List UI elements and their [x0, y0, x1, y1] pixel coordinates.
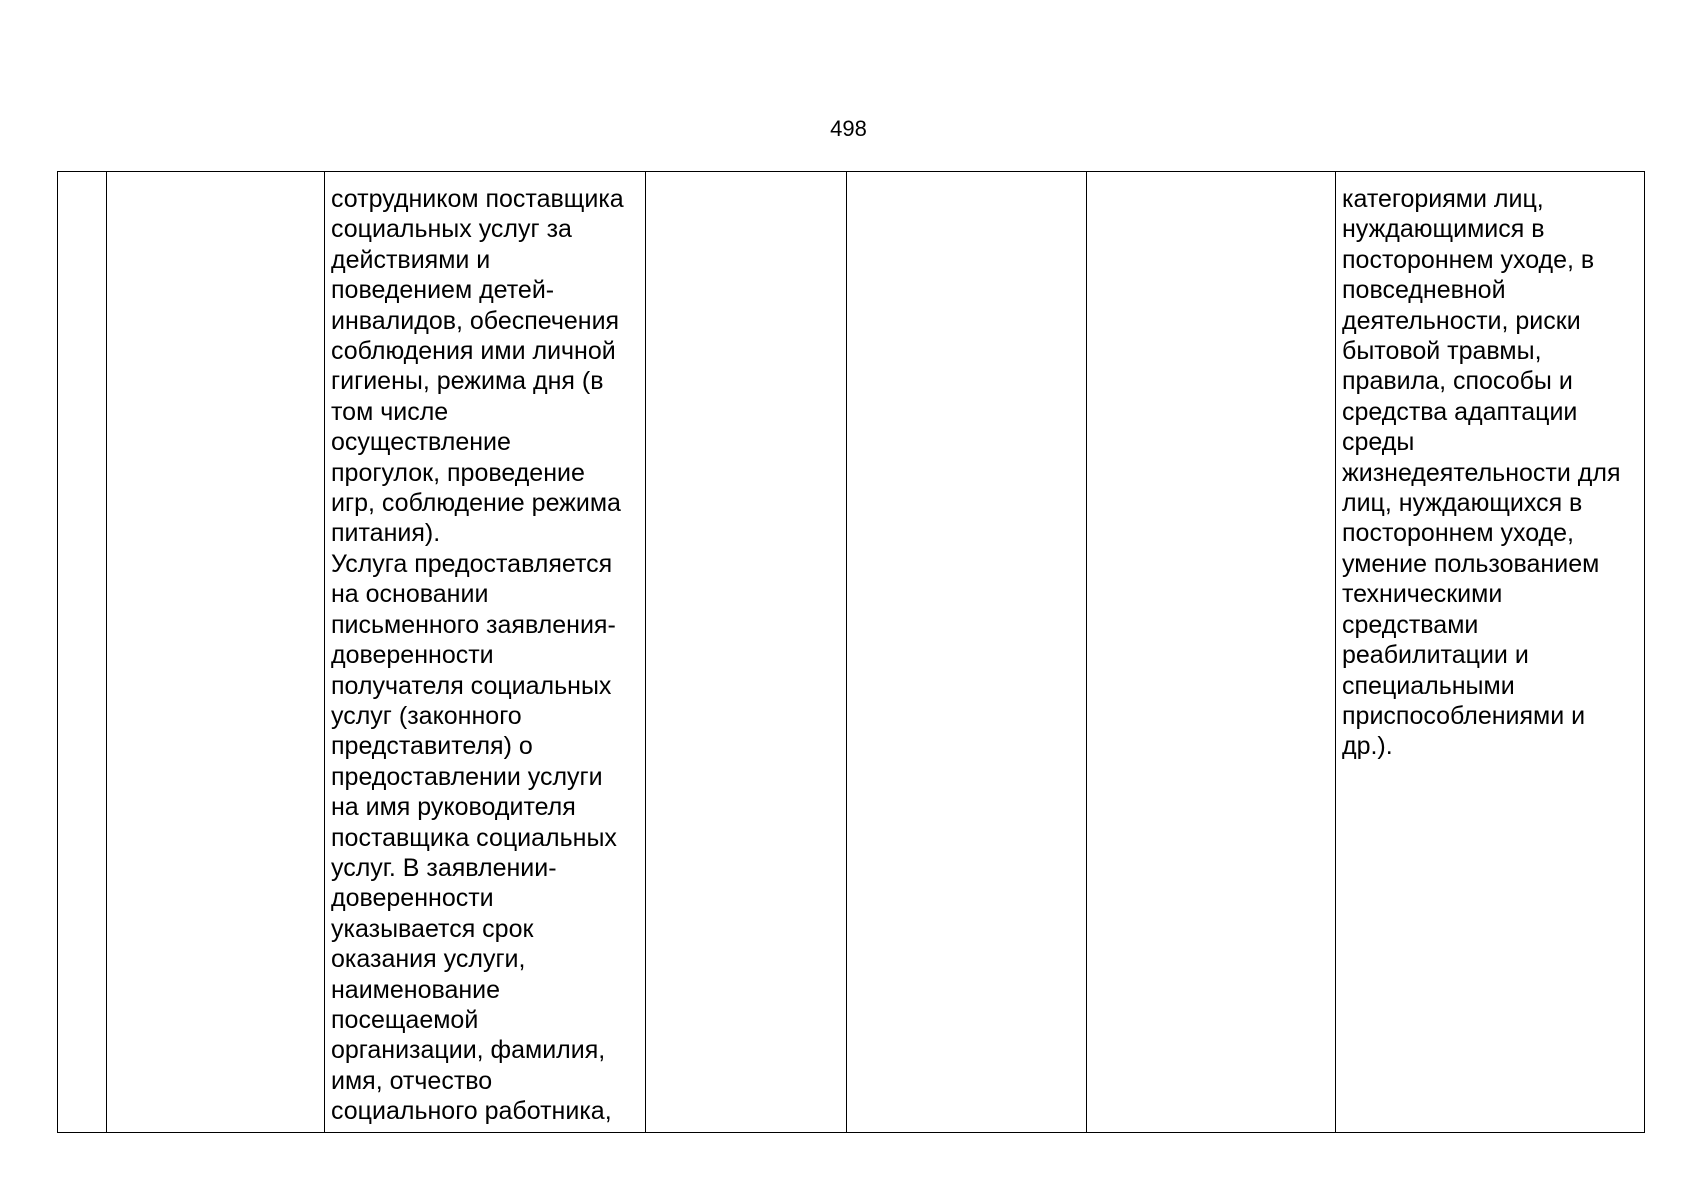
page-number: 498 [830, 116, 867, 141]
table-row [58, 172, 1645, 1133]
cell-service-description [325, 172, 646, 1133]
conditions-text: категориями лиц, нуждающимися в постороннем уходе, в повседневной деятельности, риски бытовой травмы, правила, способы и средства адаптации среды жизнедеятельности для лиц, нуждающихся в постороннем уходе, умение пользованием техническими средствами реабилитации и специальными приспособлениями и др.). [1342, 185, 1621, 761]
cell-service-name [107, 172, 325, 1133]
service-description-text: сотрудником поставщика социальных услуг за действиями и поведением детей- инвалидов, обеспечения соблюдения ими личной гигиены, режима дня (в том числе осуществление прогулок, проведение игр, соблюдение режима питания). Услуга предоставляется на основании письменного заявления- доверенности получателя социальных услуг (законного представителя) о предоставлении услуги на имя руководителя поставщика социальных услуг. В заявлении- доверенности указывается срок оказания услуги, наименование посещаемой организации, фамилия, имя, отчество социального работника, [331, 185, 624, 1126]
cell-column-5 [847, 172, 1087, 1133]
cell-column-4 [646, 172, 847, 1133]
cell-conditions [1336, 172, 1645, 1133]
cell-column-6 [1087, 172, 1336, 1133]
services-table [57, 171, 1645, 1133]
cell-number [58, 172, 107, 1133]
